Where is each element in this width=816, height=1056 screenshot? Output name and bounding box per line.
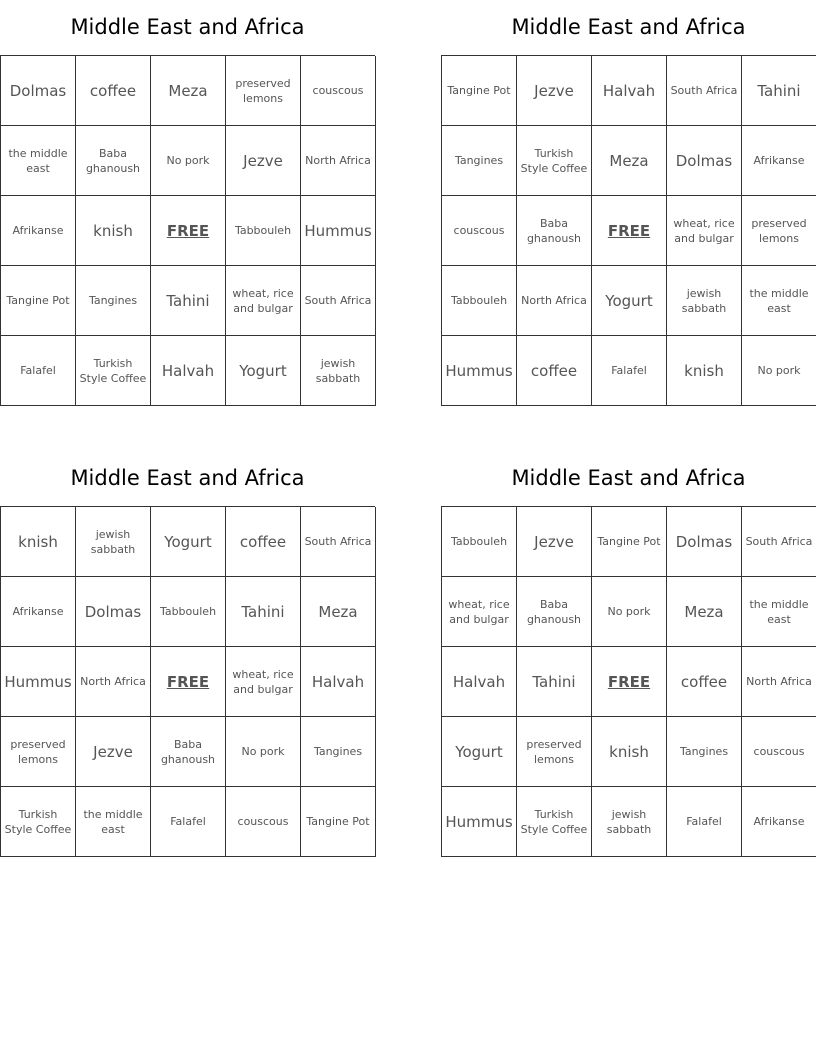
bingo-cell: jewish sabbath [76,507,151,577]
bingo-cell: the middle east [76,787,151,857]
bingo-cell: couscous [442,196,517,266]
bingo-cell: Falafel [1,336,76,406]
free-space-cell: FREE [592,196,667,266]
bingo-cell: Tabbouleh [442,266,517,336]
bingo-cell: North Africa [301,126,376,196]
bingo-cell: South Africa [301,266,376,336]
bingo-cell: Turkish Style Coffee [517,787,592,857]
bingo-cell: Yogurt [151,507,226,577]
bingo-cell: Dolmas [667,126,742,196]
bingo-cell: wheat, rice and bulgar [442,577,517,647]
bingo-cell: Meza [667,577,742,647]
bingo-cell: coffee [667,647,742,717]
bingo-cell: North Africa [517,266,592,336]
bingo-cell: Afrikanse [1,196,76,266]
bingo-cell: couscous [301,56,376,126]
bingo-cell: Afrikanse [742,126,816,196]
bingo-cell: No pork [592,577,667,647]
bingo-cell: Yogurt [226,336,301,406]
bingo-cell: No pork [151,126,226,196]
free-space-cell: FREE [151,196,226,266]
bingo-card [441,451,816,857]
bingo-card [441,0,816,406]
bingo-cell: Tabbouleh [442,507,517,577]
bingo-cell: knish [76,196,151,266]
bingo-grid [0,55,375,406]
bingo-cell: Tangine Pot [301,787,376,857]
bingo-cell: Hummus [301,196,376,266]
bingo-cell: Hummus [1,647,76,717]
bingo-cell: Jezve [226,126,301,196]
card-title: Middle East and Africa [511,15,746,39]
bingo-cell: Falafel [667,787,742,857]
bingo-cell: couscous [226,787,301,857]
bingo-cell: jewish sabbath [592,787,667,857]
bingo-cell: the middle east [742,577,816,647]
bingo-cell: Meza [592,126,667,196]
bingo-card [0,0,375,406]
bingo-cell: Afrikanse [742,787,816,857]
card-title: Middle East and Africa [511,466,746,490]
bingo-cell: coffee [76,56,151,126]
bingo-cell: Tahini [517,647,592,717]
bingo-cell: the middle east [742,266,816,336]
bingo-cell: knish [592,717,667,787]
bingo-cell: Tabbouleh [226,196,301,266]
bingo-cell: Meza [301,577,376,647]
bingo-cell: Yogurt [442,717,517,787]
bingo-cell: jewish sabbath [301,336,376,406]
bingo-cell: knish [1,507,76,577]
card-title: Middle East and Africa [70,466,305,490]
bingo-cell: Dolmas [667,507,742,577]
bingo-cell: Turkish Style Coffee [1,787,76,857]
bingo-cell: knish [667,336,742,406]
bingo-cell: preserved lemons [517,717,592,787]
bingo-cell: Tahini [742,56,816,126]
bingo-cell: wheat, rice and bulgar [226,266,301,336]
bingo-cell: Afrikanse [1,577,76,647]
bingo-cell: Meza [151,56,226,126]
bingo-cell: South Africa [301,507,376,577]
bingo-cell: Baba ghanoush [517,577,592,647]
bingo-cell: Tangine Pot [442,56,517,126]
bingo-cell: Halvah [151,336,226,406]
bingo-cell: Baba ghanoush [76,126,151,196]
bingo-cell: coffee [517,336,592,406]
bingo-cell: Hummus [442,787,517,857]
bingo-cell: Jezve [517,56,592,126]
bingo-cell: Turkish Style Coffee [76,336,151,406]
bingo-cell: Hummus [442,336,517,406]
bingo-cell: Tangines [76,266,151,336]
bingo-cell: coffee [226,507,301,577]
bingo-cell: Halvah [442,647,517,717]
bingo-cell: Jezve [76,717,151,787]
bingo-cell: Dolmas [1,56,76,126]
bingo-cell: Tabbouleh [151,577,226,647]
bingo-cell: South Africa [742,507,816,577]
bingo-cell: Jezve [517,507,592,577]
bingo-cell: Tangines [667,717,742,787]
bingo-grid [441,506,816,857]
bingo-cell: Tahini [226,577,301,647]
bingo-cell: North Africa [742,647,816,717]
bingo-cell: North Africa [76,647,151,717]
bingo-cell: Baba ghanoush [151,717,226,787]
bingo-cell: Falafel [151,787,226,857]
bingo-grid [0,506,375,857]
bingo-cell: the middle east [1,126,76,196]
bingo-cell: No pork [742,336,816,406]
bingo-cell: Tahini [151,266,226,336]
bingo-cell: No pork [226,717,301,787]
bingo-cell: Dolmas [76,577,151,647]
bingo-cell: Tangine Pot [592,507,667,577]
bingo-cell: Falafel [592,336,667,406]
bingo-cell: jewish sabbath [667,266,742,336]
bingo-cell: Baba ghanoush [517,196,592,266]
bingo-card [0,451,375,857]
bingo-cell: wheat, rice and bulgar [667,196,742,266]
bingo-cell: Turkish Style Coffee [517,126,592,196]
bingo-cell: preserved lemons [1,717,76,787]
bingo-cell: Halvah [301,647,376,717]
bingo-cell: Tangines [301,717,376,787]
bingo-cell: wheat, rice and bulgar [226,647,301,717]
bingo-cell: Yogurt [592,266,667,336]
bingo-cell: Tangine Pot [1,266,76,336]
bingo-cell: preserved lemons [226,56,301,126]
free-space-cell: FREE [592,647,667,717]
bingo-cell: Tangines [442,126,517,196]
bingo-cell: couscous [742,717,816,787]
bingo-grid [441,55,816,406]
bingo-cell: preserved lemons [742,196,816,266]
bingo-cell: South Africa [667,56,742,126]
free-space-cell: FREE [151,647,226,717]
bingo-cell: Halvah [592,56,667,126]
card-title: Middle East and Africa [70,15,305,39]
